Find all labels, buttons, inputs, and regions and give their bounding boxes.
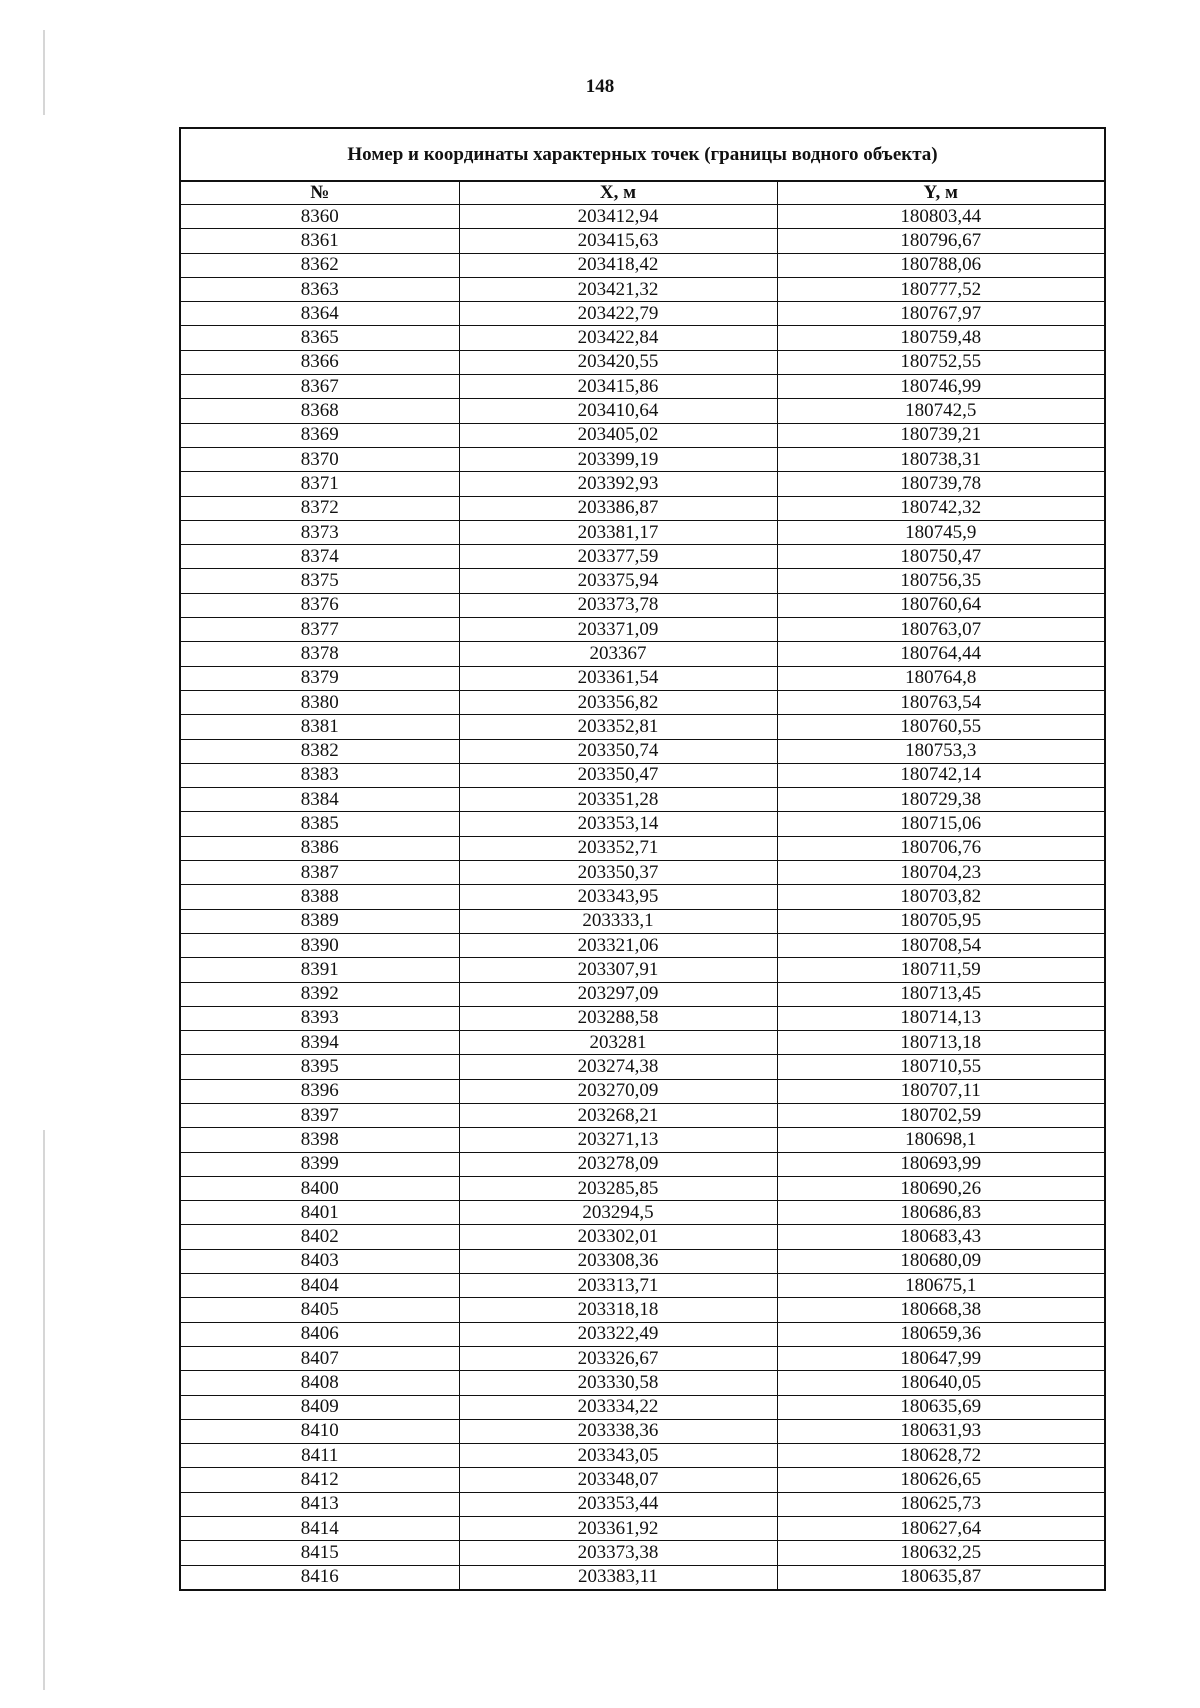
point-number-cell: 8363	[180, 277, 459, 301]
y-coordinate-cell: 180706,76	[777, 836, 1105, 860]
y-coordinate-cell: 180710,55	[777, 1055, 1105, 1079]
x-coordinate-cell: 203281	[459, 1031, 777, 1055]
x-coordinate-cell: 203307,91	[459, 958, 777, 982]
table-row	[180, 763, 1105, 787]
x-coordinate-cell: 203353,44	[459, 1492, 777, 1516]
table-row	[180, 958, 1105, 982]
y-coordinate-cell: 180683,43	[777, 1225, 1105, 1249]
y-coordinate-cell: 180764,8	[777, 666, 1105, 690]
y-coordinate-cell: 180668,38	[777, 1298, 1105, 1322]
y-coordinate-cell: 180647,99	[777, 1346, 1105, 1370]
point-number-cell: 8413	[180, 1492, 459, 1516]
point-number-cell: 8405	[180, 1298, 459, 1322]
table-row	[180, 1371, 1105, 1395]
table-row	[180, 812, 1105, 836]
x-coordinate-cell: 203338,36	[459, 1419, 777, 1443]
table-row	[180, 302, 1105, 326]
point-number-cell: 8414	[180, 1517, 459, 1541]
table-row	[180, 982, 1105, 1006]
point-number-cell: 8366	[180, 350, 459, 374]
y-coordinate-cell: 180635,69	[777, 1395, 1105, 1419]
table-row	[180, 205, 1105, 229]
table-row	[180, 666, 1105, 690]
table-row	[180, 375, 1105, 399]
table-row	[180, 399, 1105, 423]
point-number-cell: 8390	[180, 933, 459, 957]
y-coordinate-cell: 180659,36	[777, 1322, 1105, 1346]
table-row	[180, 1128, 1105, 1152]
y-coordinate-cell: 180632,25	[777, 1541, 1105, 1565]
y-coordinate-cell: 180756,35	[777, 569, 1105, 593]
point-number-cell: 8387	[180, 861, 459, 885]
point-number-cell: 8401	[180, 1201, 459, 1225]
x-coordinate-cell: 203285,85	[459, 1176, 777, 1200]
table-row	[180, 618, 1105, 642]
x-coordinate-cell: 203350,74	[459, 739, 777, 763]
point-number-cell: 8412	[180, 1468, 459, 1492]
column-header-y: Y, м	[777, 181, 1105, 205]
table-row	[180, 1176, 1105, 1200]
point-number-cell: 8360	[180, 205, 459, 229]
x-coordinate-cell: 203326,67	[459, 1346, 777, 1370]
y-coordinate-cell: 180628,72	[777, 1444, 1105, 1468]
x-coordinate-cell: 203278,09	[459, 1152, 777, 1176]
y-coordinate-cell: 180704,23	[777, 861, 1105, 885]
point-number-cell: 8373	[180, 520, 459, 544]
point-number-cell: 8392	[180, 982, 459, 1006]
y-coordinate-cell: 180714,13	[777, 1006, 1105, 1030]
y-coordinate-cell: 180675,1	[777, 1274, 1105, 1298]
table-row	[180, 715, 1105, 739]
table-row	[180, 1419, 1105, 1443]
x-coordinate-cell: 203352,71	[459, 836, 777, 860]
table-row	[180, 326, 1105, 350]
x-coordinate-cell: 203361,54	[459, 666, 777, 690]
table-row	[180, 1492, 1105, 1516]
point-number-cell: 8381	[180, 715, 459, 739]
column-header-number: №	[180, 181, 459, 205]
table-row	[180, 229, 1105, 253]
point-number-cell: 8406	[180, 1322, 459, 1346]
x-coordinate-cell: 203383,11	[459, 1565, 777, 1590]
point-number-cell: 8410	[180, 1419, 459, 1443]
table-row	[180, 1444, 1105, 1468]
y-coordinate-cell: 180631,93	[777, 1419, 1105, 1443]
point-number-cell: 8369	[180, 423, 459, 447]
y-coordinate-cell: 180640,05	[777, 1371, 1105, 1395]
y-coordinate-cell: 180625,73	[777, 1492, 1105, 1516]
x-coordinate-cell: 203415,86	[459, 375, 777, 399]
y-coordinate-cell: 180767,97	[777, 302, 1105, 326]
x-coordinate-cell: 203392,93	[459, 472, 777, 496]
y-coordinate-cell: 180686,83	[777, 1201, 1105, 1225]
y-coordinate-cell: 180788,06	[777, 253, 1105, 277]
y-coordinate-cell: 180750,47	[777, 545, 1105, 569]
table-title: Номер и координаты характерных точек (границы водного объекта)	[180, 128, 1105, 181]
page-number: 148	[585, 76, 615, 97]
x-coordinate-cell: 203333,1	[459, 909, 777, 933]
table-row	[180, 1152, 1105, 1176]
point-number-cell: 8372	[180, 496, 459, 520]
x-coordinate-cell: 203321,06	[459, 933, 777, 957]
x-coordinate-cell: 203399,19	[459, 447, 777, 471]
table-row	[180, 1298, 1105, 1322]
x-coordinate-cell: 203371,09	[459, 618, 777, 642]
point-number-cell: 8386	[180, 836, 459, 860]
x-coordinate-cell: 203308,36	[459, 1249, 777, 1273]
y-coordinate-cell: 180627,64	[777, 1517, 1105, 1541]
x-coordinate-cell: 203386,87	[459, 496, 777, 520]
y-coordinate-cell: 180680,09	[777, 1249, 1105, 1273]
point-number-cell: 8397	[180, 1103, 459, 1127]
y-coordinate-cell: 180690,26	[777, 1176, 1105, 1200]
point-number-cell: 8416	[180, 1565, 459, 1590]
point-number-cell: 8384	[180, 788, 459, 812]
table-row	[180, 1201, 1105, 1225]
x-coordinate-cell: 203405,02	[459, 423, 777, 447]
x-coordinate-cell: 203410,64	[459, 399, 777, 423]
y-coordinate-cell: 180803,44	[777, 205, 1105, 229]
y-coordinate-cell: 180702,59	[777, 1103, 1105, 1127]
y-coordinate-cell: 180635,87	[777, 1565, 1105, 1590]
point-number-cell: 8404	[180, 1274, 459, 1298]
table-title-row	[180, 128, 1105, 181]
x-coordinate-cell: 203352,81	[459, 715, 777, 739]
point-number-cell: 8393	[180, 1006, 459, 1030]
table-row	[180, 1322, 1105, 1346]
point-number-cell: 8365	[180, 326, 459, 350]
table-row	[180, 1249, 1105, 1273]
table-row	[180, 690, 1105, 714]
table-row	[180, 1468, 1105, 1492]
table-row	[180, 1395, 1105, 1419]
point-number-cell: 8415	[180, 1541, 459, 1565]
y-coordinate-cell: 180739,78	[777, 472, 1105, 496]
coordinates-table	[179, 127, 1106, 1591]
x-coordinate-cell: 203274,38	[459, 1055, 777, 1079]
x-coordinate-cell: 203318,18	[459, 1298, 777, 1322]
table-row	[180, 739, 1105, 763]
x-coordinate-cell: 203377,59	[459, 545, 777, 569]
y-coordinate-cell: 180752,55	[777, 350, 1105, 374]
table-row	[180, 788, 1105, 812]
x-coordinate-cell: 203343,95	[459, 885, 777, 909]
table-row	[180, 909, 1105, 933]
y-coordinate-cell: 180763,54	[777, 690, 1105, 714]
table-row	[180, 1103, 1105, 1127]
x-coordinate-cell: 203418,42	[459, 253, 777, 277]
y-coordinate-cell: 180796,67	[777, 229, 1105, 253]
table-row	[180, 1346, 1105, 1370]
table-row	[180, 642, 1105, 666]
x-coordinate-cell: 203288,58	[459, 1006, 777, 1030]
y-coordinate-cell: 180703,82	[777, 885, 1105, 909]
point-number-cell: 8399	[180, 1152, 459, 1176]
point-number-cell: 8364	[180, 302, 459, 326]
y-coordinate-cell: 180742,14	[777, 763, 1105, 787]
x-coordinate-cell: 203356,82	[459, 690, 777, 714]
point-number-cell: 8394	[180, 1031, 459, 1055]
column-header-x: X, м	[459, 181, 777, 205]
x-coordinate-cell: 203350,47	[459, 763, 777, 787]
x-coordinate-cell: 203297,09	[459, 982, 777, 1006]
y-coordinate-cell: 180711,59	[777, 958, 1105, 982]
table-row	[180, 1031, 1105, 1055]
y-coordinate-cell: 180707,11	[777, 1079, 1105, 1103]
x-coordinate-cell: 203373,78	[459, 593, 777, 617]
point-number-cell: 8408	[180, 1371, 459, 1395]
y-coordinate-cell: 180713,18	[777, 1031, 1105, 1055]
y-coordinate-cell: 180753,3	[777, 739, 1105, 763]
table-body	[180, 205, 1105, 1590]
x-coordinate-cell: 203422,84	[459, 326, 777, 350]
x-coordinate-cell: 203367	[459, 642, 777, 666]
point-number-cell: 8362	[180, 253, 459, 277]
point-number-cell: 8361	[180, 229, 459, 253]
x-coordinate-cell: 203348,07	[459, 1468, 777, 1492]
table-row	[180, 861, 1105, 885]
y-coordinate-cell: 180764,44	[777, 642, 1105, 666]
y-coordinate-cell: 180729,38	[777, 788, 1105, 812]
table-row	[180, 1565, 1105, 1590]
x-coordinate-cell: 203313,71	[459, 1274, 777, 1298]
table-row	[180, 253, 1105, 277]
x-coordinate-cell: 203302,01	[459, 1225, 777, 1249]
table-row	[180, 1517, 1105, 1541]
point-number-cell: 8378	[180, 642, 459, 666]
x-coordinate-cell: 203351,28	[459, 788, 777, 812]
table-row	[180, 569, 1105, 593]
point-number-cell: 8391	[180, 958, 459, 982]
y-coordinate-cell: 180693,99	[777, 1152, 1105, 1176]
y-coordinate-cell: 180760,64	[777, 593, 1105, 617]
x-coordinate-cell: 203420,55	[459, 350, 777, 374]
table-row	[180, 1079, 1105, 1103]
point-number-cell: 8368	[180, 399, 459, 423]
point-number-cell: 8407	[180, 1346, 459, 1370]
x-coordinate-cell: 203350,37	[459, 861, 777, 885]
x-coordinate-cell: 203373,38	[459, 1541, 777, 1565]
x-coordinate-cell: 203334,22	[459, 1395, 777, 1419]
point-number-cell: 8370	[180, 447, 459, 471]
table-row	[180, 447, 1105, 471]
point-number-cell: 8411	[180, 1444, 459, 1468]
table-row	[180, 885, 1105, 909]
y-coordinate-cell: 180763,07	[777, 618, 1105, 642]
table-header-row	[180, 181, 1105, 205]
x-coordinate-cell: 203361,92	[459, 1517, 777, 1541]
point-number-cell: 8379	[180, 666, 459, 690]
x-coordinate-cell: 203421,32	[459, 277, 777, 301]
point-number-cell: 8398	[180, 1128, 459, 1152]
point-number-cell: 8402	[180, 1225, 459, 1249]
x-coordinate-cell: 203412,94	[459, 205, 777, 229]
y-coordinate-cell: 180708,54	[777, 933, 1105, 957]
point-number-cell: 8383	[180, 763, 459, 787]
table-row	[180, 545, 1105, 569]
table-row	[180, 836, 1105, 860]
point-number-cell: 8385	[180, 812, 459, 836]
point-number-cell: 8400	[180, 1176, 459, 1200]
table-row	[180, 1274, 1105, 1298]
table-row	[180, 277, 1105, 301]
x-coordinate-cell: 203343,05	[459, 1444, 777, 1468]
x-coordinate-cell: 203294,5	[459, 1201, 777, 1225]
x-coordinate-cell: 203381,17	[459, 520, 777, 544]
scan-artifact-line	[43, 30, 45, 115]
table-row	[180, 423, 1105, 447]
x-coordinate-cell: 203322,49	[459, 1322, 777, 1346]
table-row	[180, 1541, 1105, 1565]
point-number-cell: 8403	[180, 1249, 459, 1273]
point-number-cell: 8374	[180, 545, 459, 569]
x-coordinate-cell: 203375,94	[459, 569, 777, 593]
table-row	[180, 472, 1105, 496]
y-coordinate-cell: 180742,5	[777, 399, 1105, 423]
point-number-cell: 8380	[180, 690, 459, 714]
x-coordinate-cell: 203270,09	[459, 1079, 777, 1103]
y-coordinate-cell: 180626,65	[777, 1468, 1105, 1492]
point-number-cell: 8382	[180, 739, 459, 763]
x-coordinate-cell: 203422,79	[459, 302, 777, 326]
point-number-cell: 8389	[180, 909, 459, 933]
y-coordinate-cell: 180738,31	[777, 447, 1105, 471]
x-coordinate-cell: 203330,58	[459, 1371, 777, 1395]
table-row	[180, 520, 1105, 544]
point-number-cell: 8375	[180, 569, 459, 593]
y-coordinate-cell: 180698,1	[777, 1128, 1105, 1152]
y-coordinate-cell: 180759,48	[777, 326, 1105, 350]
table-row	[180, 1055, 1105, 1079]
table-row	[180, 1006, 1105, 1030]
x-coordinate-cell: 203353,14	[459, 812, 777, 836]
point-number-cell: 8376	[180, 593, 459, 617]
scan-artifact-line	[43, 1130, 45, 1690]
point-number-cell: 8396	[180, 1079, 459, 1103]
table-row	[180, 933, 1105, 957]
y-coordinate-cell: 180760,55	[777, 715, 1105, 739]
table-row	[180, 496, 1105, 520]
point-number-cell: 8388	[180, 885, 459, 909]
table-row	[180, 593, 1105, 617]
point-number-cell: 8395	[180, 1055, 459, 1079]
x-coordinate-cell: 203268,21	[459, 1103, 777, 1127]
point-number-cell: 8377	[180, 618, 459, 642]
y-coordinate-cell: 180715,06	[777, 812, 1105, 836]
x-coordinate-cell: 203271,13	[459, 1128, 777, 1152]
y-coordinate-cell: 180742,32	[777, 496, 1105, 520]
table-row	[180, 350, 1105, 374]
point-number-cell: 8371	[180, 472, 459, 496]
point-number-cell: 8409	[180, 1395, 459, 1419]
y-coordinate-cell: 180746,99	[777, 375, 1105, 399]
table-row	[180, 1225, 1105, 1249]
y-coordinate-cell: 180777,52	[777, 277, 1105, 301]
y-coordinate-cell: 180705,95	[777, 909, 1105, 933]
x-coordinate-cell: 203415,63	[459, 229, 777, 253]
point-number-cell: 8367	[180, 375, 459, 399]
y-coordinate-cell: 180745,9	[777, 520, 1105, 544]
y-coordinate-cell: 180739,21	[777, 423, 1105, 447]
y-coordinate-cell: 180713,45	[777, 982, 1105, 1006]
